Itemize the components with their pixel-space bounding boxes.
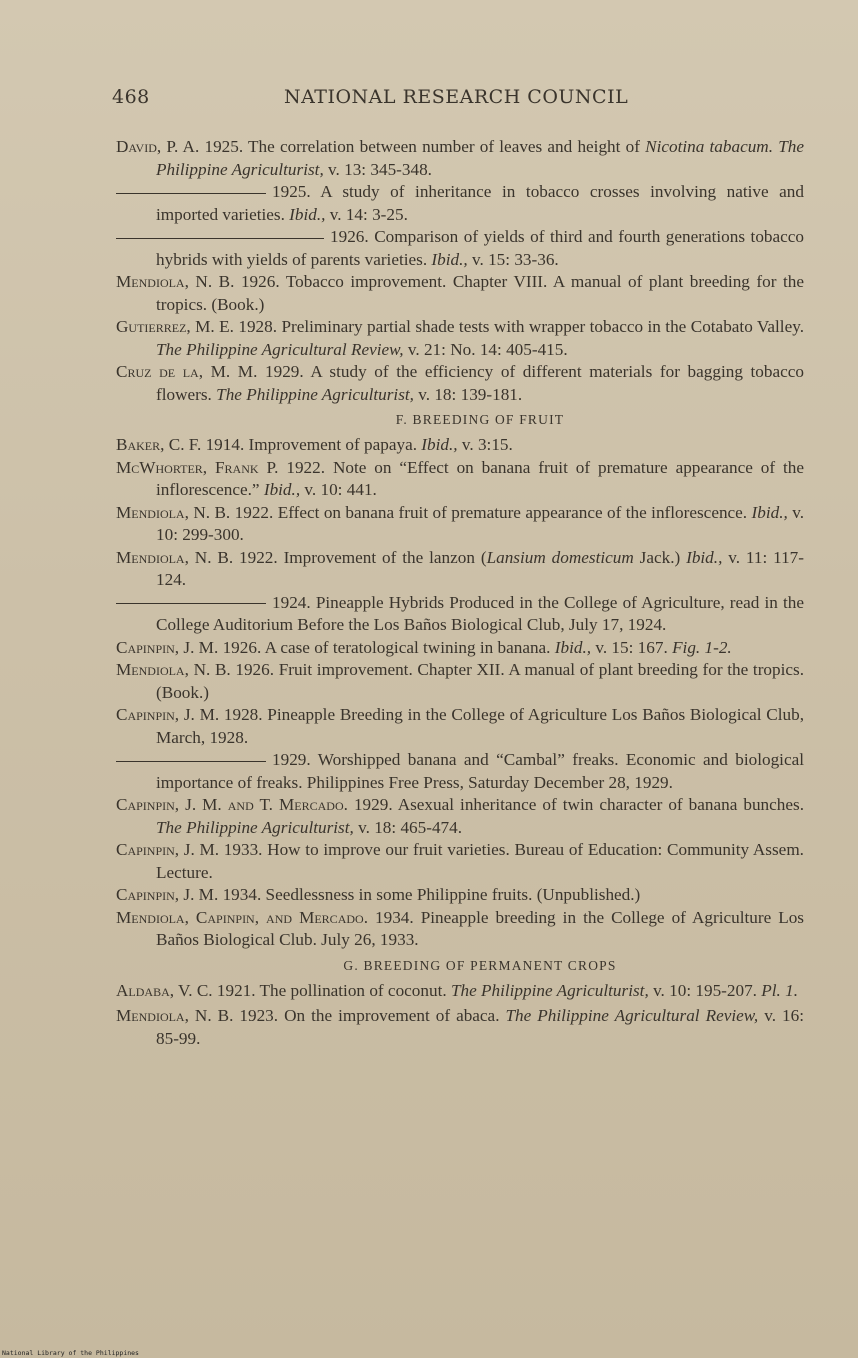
entry-text: 1929. Asexual inheritance of twin character of banana bunches.: [347, 795, 804, 814]
entry-text: 1924. Pineapple Hybrids Produced in the College of Agriculture, read in the College Auditorium Before the Los Baños Biological Club, July 17, 1924.: [156, 592, 804, 634]
entry-author: Mendiola, N. B.: [116, 1006, 234, 1025]
bib-entry: [116, 361, 804, 406]
entry-text: 1914. Improvement of papaya.: [201, 435, 422, 454]
bib-entry: [116, 749, 804, 794]
entry-text: 1923. On the improvement of abaca.: [233, 1006, 506, 1025]
entry-author: Capinpin, J. M.: [116, 705, 220, 724]
entries-permanent-crops: [116, 980, 804, 1051]
entry-author: Capinpin, J. M. and T. Mercado.: [116, 795, 348, 814]
section-heading-fruit: F. BREEDING OF FRUIT: [395, 412, 565, 427]
entry-text: v. 21: No. 14: 405-415.: [403, 339, 568, 359]
entry-author: Mendiola, N. B.: [116, 502, 231, 522]
entry-italic: The Philippine Agriculturist,: [156, 137, 804, 179]
entry-author: Mendiola, N. B.: [116, 547, 234, 567]
bib-entry: [116, 136, 804, 181]
entry-author: Capinpin, J. M.: [116, 840, 220, 859]
entry-text: v. 10: 299-300.: [156, 502, 804, 544]
bib-entry: [116, 1005, 804, 1050]
entries-tobacco: [116, 136, 804, 406]
entry-text: Jack.): [633, 547, 687, 567]
entry-italic: The Philippine Agriculturist,: [216, 384, 414, 404]
entry-text: 1925. A study of inheritance in tobacco crosses involving native and imported varieties.: [156, 182, 804, 224]
bib-entry: [116, 316, 804, 361]
entry-text: 1928. Preliminary partial shade tests with wrapper tobacco in the Cotabato Valley.: [233, 317, 804, 336]
bib-entry: [116, 884, 804, 907]
library-footer: National Library of the Philippines: [2, 1349, 139, 1357]
entry-italic: The Philippine Agriculturist,: [156, 817, 354, 837]
section-heading-permanent-crops: G. BREEDING OF PERMANENT CROPS: [343, 957, 617, 973]
entry-italic: The Philippine Agricultural Review,: [156, 339, 404, 359]
entry-author: Mendiola, Capinpin, and Mercado.: [116, 907, 368, 927]
entry-author: David, P. A.: [116, 137, 200, 156]
entry-text: 1934. Seedlessness in some Philippine fruits. (Unpublished.): [218, 885, 641, 904]
entry-text: v. 10: 441.: [300, 480, 377, 499]
entry-text: 1929. A study of the efficiency of different materials for bagging tobacco flowers.: [156, 362, 804, 404]
bib-entry: [116, 907, 804, 952]
entry-author: Capinpin, J. M.: [116, 637, 219, 657]
entry-text: v. 11: 117-124.: [156, 547, 804, 589]
bib-entry: [116, 434, 804, 457]
entry-text: 1922. Effect on banana fruit of premature appearance of the inflorescence.: [230, 502, 752, 522]
entry-author: Cruz de la, M. M.: [116, 362, 258, 381]
entry-italic: Ibid.,: [686, 547, 723, 567]
entry-text: v. 13: 345-348.: [323, 159, 432, 179]
entry-author: Mendiola, N. B.: [116, 660, 231, 679]
bib-entry: [116, 181, 804, 226]
entry-text: 1926. Tobacco improvement. Chapter VIII. A manual of plant breeding for the tropics. (Book.): [156, 272, 804, 314]
entry-text: v. 18: 139-181.: [413, 384, 523, 404]
entry-text: 1925. The correlation between number of leaves and height of: [199, 137, 646, 156]
entry-italic: Nicotina tabacum.: [645, 137, 774, 156]
entries-fruit: [116, 434, 804, 952]
bib-entry: [116, 704, 804, 749]
entry-author: Baker, C. F.: [116, 435, 202, 454]
entry-text: v. 16: 85-99.: [156, 1006, 804, 1048]
entry-text: v. 15: 167.: [591, 637, 673, 657]
entry-italic: Ibid.,: [751, 502, 788, 522]
entry-text: 1934. Pineapple breeding in the College of Agriculture Los Baños Biological Club. July 26, 1933.: [156, 907, 805, 949]
bib-entry: [116, 457, 804, 502]
entry-text: 1929. Worshipped banana and “Cambal” freaks. Economic and biological importance of freaks. Philippines Free Press, Saturday December 28, 1929.: [156, 750, 804, 792]
entry-text: 1926. A case of teratological twining in banana.: [218, 637, 555, 657]
bibliography: [116, 136, 804, 1053]
bib-entry: [116, 659, 804, 704]
bib-entry: [116, 592, 804, 637]
bib-entry: [116, 637, 804, 660]
entry-italic: Lansium domesticum: [486, 547, 634, 567]
same-author-rule: [116, 193, 266, 194]
bib-entry: [116, 502, 804, 547]
same-author-rule: [116, 238, 324, 239]
entry-text: v. 18: 465-474.: [353, 817, 463, 837]
bib-entry: [116, 547, 804, 592]
entry-italic: Fig. 1-2.: [672, 637, 732, 657]
page-number: 468: [112, 86, 150, 108]
entry-author: McWhorter, Frank P.: [116, 457, 279, 477]
entry-italic: Ibid.,: [421, 435, 458, 454]
entry-text: 1921. The pollination of coconut.: [212, 980, 451, 1000]
entry-text: 1922. Improvement of the lanzon (: [233, 547, 487, 567]
entry-italic: Ibid.,: [263, 480, 301, 499]
bib-entry: [116, 980, 804, 1003]
bib-entry: [116, 839, 804, 884]
entry-author: Mendiola, N. B.: [116, 272, 235, 291]
entry-text: 1926. Comparison of yields of third and fourth generations tobacco hybrids with yields of parents varieties.: [156, 227, 804, 269]
bib-entry: [116, 226, 804, 271]
entry-text: v. 15: 33-36.: [467, 249, 559, 269]
entry-text: 1928. Pineapple Breeding in the College of Agriculture Los Baños Biological Club, March, 1928.: [156, 705, 804, 747]
bib-entry: [116, 794, 804, 839]
entry-italic: The Philippine Agricultural Review,: [505, 1006, 759, 1025]
running-header: [112, 86, 802, 112]
entry-italic: Ibid.,: [431, 249, 468, 269]
entry-italic: Ibid.,: [289, 204, 326, 224]
entry-author: Aldaba, V. C.: [116, 980, 213, 1000]
entry-text: v. 10: 195-207.: [648, 980, 762, 1000]
entry-text: 1933. How to improve our fruit varieties. Bureau of Education: Community Assem. Lecture.: [156, 840, 804, 882]
bib-entry: [116, 271, 804, 316]
entry-text: 1926. Fruit improvement. Chapter XII. A manual of plant breeding for the tropics. (Book.): [156, 660, 804, 702]
entry-text: v. 3:15.: [457, 435, 513, 454]
entry-text: 1922. Note on “Effect on banana fruit of premature appearance of the inflorescence.”: [156, 457, 804, 499]
page-title: NATIONAL RESEARCH COUNCIL: [284, 86, 629, 108]
same-author-rule: [116, 603, 266, 604]
entry-italic: The Philippine Agriculturist,: [450, 980, 649, 1000]
entry-author: Gutierrez, M. E.: [116, 317, 234, 336]
entry-text: v. 14: 3-25.: [325, 204, 408, 224]
same-author-rule: [116, 761, 266, 762]
entry-author: Capinpin, J. M.: [116, 885, 219, 904]
entry-italic: Ibid.,: [554, 637, 592, 657]
entry-italic: Pl. 1.: [761, 980, 799, 1000]
